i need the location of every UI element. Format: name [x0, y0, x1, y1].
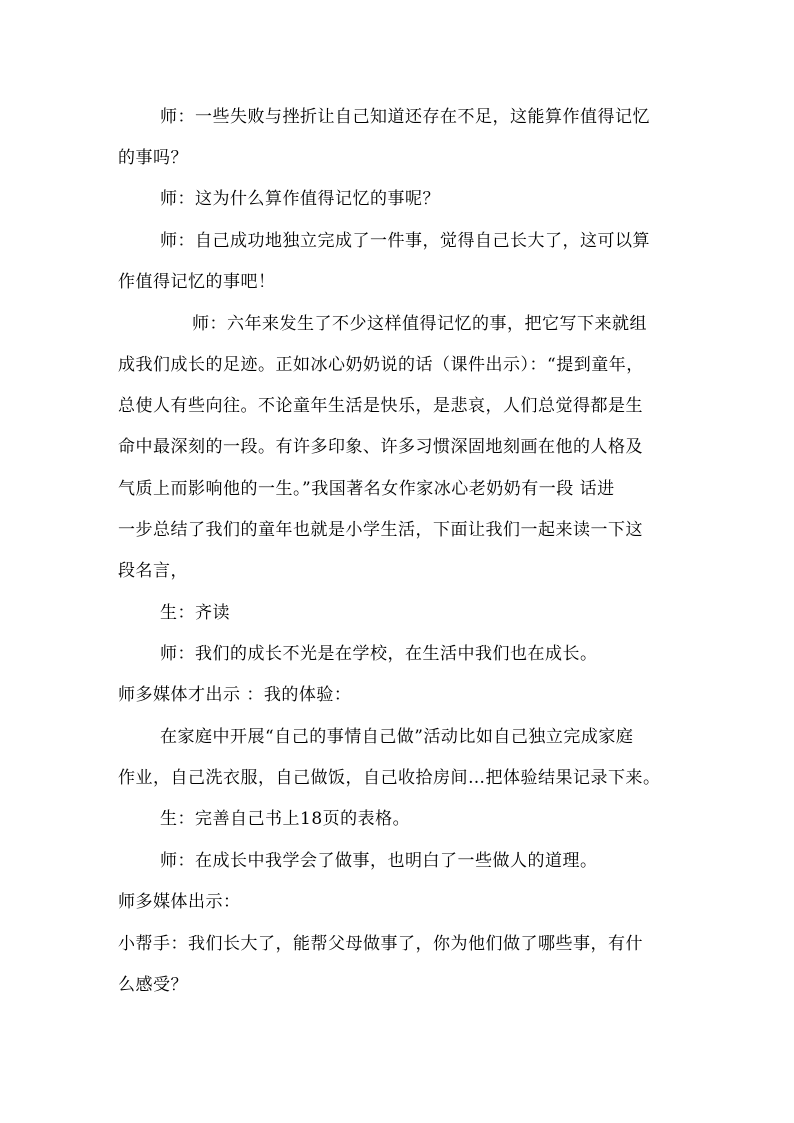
paragraph-line: 生：齐读 [160, 603, 230, 623]
paragraph-line: 师多媒体出示： [118, 892, 241, 912]
paragraph-line: 小帮手：我们长大了，能帮父母做事了，你为他们做了哪些事，有什 [118, 934, 643, 954]
paragraph-line: 师：一些失败与挫折让自己知道还存在不足，这能算作值得记忆 [160, 107, 650, 127]
paragraph-line: 的事吗？ [118, 148, 188, 168]
paragraph-line: 师：六年来发生了不少这样值得记忆的事，把它写下来就组 [192, 314, 647, 334]
paragraph-line: 作值得记忆的事吧！ [118, 272, 276, 292]
paragraph-line: 气质上而影响他的一生。”我国著名女作家冰心老奶奶有一段 话进 [118, 479, 615, 499]
paragraph-line: 在家庭中开展“自己的事情自己做”活动比如自己独立完成家庭 [160, 727, 634, 747]
paragraph-line: 师：自己成功地独立完成了一件事，觉得自己长大了，这可以算 [160, 231, 650, 251]
paragraph-line: 师：我们的成长不光是在学校，在生活中我们也在成长。 [160, 644, 598, 664]
paragraph-line: 命中最深刻的一段。有许多印象、许多习惯深固地刻画在他的人格及 [118, 437, 643, 457]
paragraph-line: 总使人有些向往。不论童年生活是快乐，是悲哀，人们总觉得都是生 [118, 396, 643, 416]
paragraph-line: 师多媒体才出示 ：我的体验： [118, 685, 352, 705]
paragraph-line: 段名言， [118, 561, 188, 581]
paragraph-line: 师：在成长中我学会了做事，也明白了一些做人的道理。 [160, 851, 598, 871]
paragraph-line: 一步总结了我们的童年也就是小学生活，下面让我们一起来读一下这 [118, 520, 643, 540]
paragraph-line: 生：完善自己书上18页的表格。 [160, 809, 411, 829]
paragraph-line: 作业，自己洗衣服，自己做饭，自己收拾房间…把体验结果记录下来。 [118, 768, 661, 788]
paragraph-line: 么感受？ [118, 975, 188, 995]
paragraph-line: 师：这为什么算作值得记忆的事呢？ [160, 189, 440, 209]
paragraph-line: 成我们成长的足迹。正如冰心奶奶说的话（课件出示）：“提到童年， [118, 355, 644, 375]
